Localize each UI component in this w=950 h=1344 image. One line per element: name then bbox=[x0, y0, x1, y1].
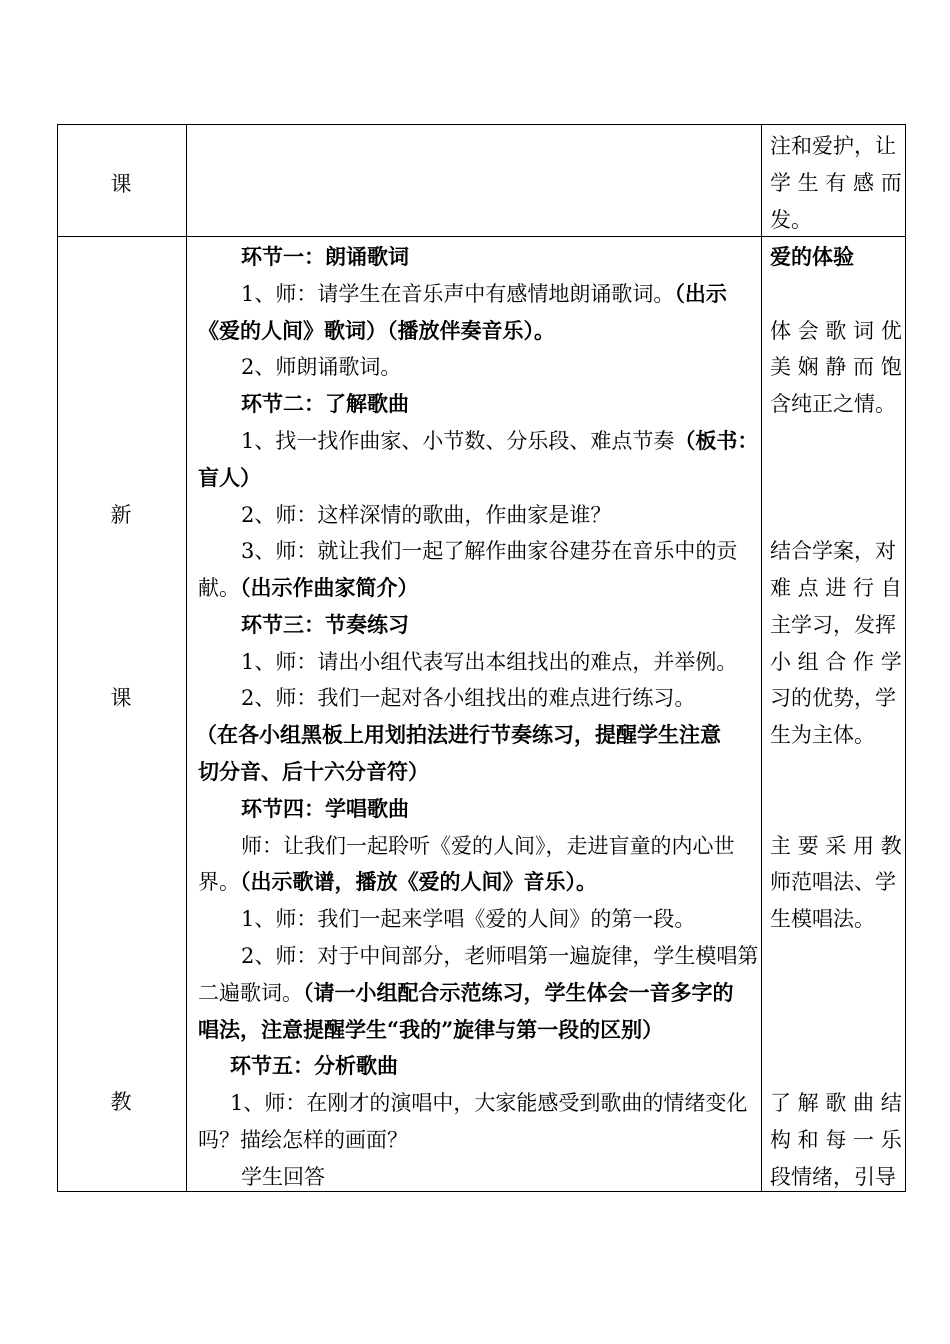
content-line bbox=[198, 981, 734, 1005]
note-line: 小 组 合 作 学 bbox=[770, 650, 902, 674]
content-line: 切分音、后十六分音符） bbox=[198, 759, 429, 784]
content-line: 1、师：我们一起来学唱《爱的人间》的第一段。 bbox=[241, 907, 696, 931]
table-column-divider bbox=[761, 125, 762, 1191]
note-line: 了 解 歌 曲 结 bbox=[770, 1091, 902, 1115]
content-line: 1、师：在刚才的演唱中，大家能感受到歌曲的情绪变化 bbox=[230, 1091, 748, 1115]
content-line: 3、师：就让我们一起了解作曲家谷建芬在音乐中的贡 bbox=[241, 539, 738, 563]
note-line: 含纯正之情。 bbox=[770, 392, 896, 416]
note-line: 注和爱护，让 bbox=[770, 134, 896, 158]
content-emphasis: （出示作曲家简介） bbox=[240, 575, 419, 600]
content-line bbox=[198, 870, 597, 894]
note-line: 美 娴 静 而 饱 bbox=[770, 355, 902, 379]
note-line: 习的优势，学 bbox=[770, 686, 896, 710]
content-line: 师：让我们一起聆听《爱的人间》，走进盲童的内心世 bbox=[241, 834, 735, 858]
left-column-char: 课 bbox=[110, 686, 132, 710]
content-text: 二遍歌词。 bbox=[198, 981, 303, 1005]
note-line: 学 生 有 感 而 bbox=[770, 171, 902, 195]
content-line: 学生回答 bbox=[241, 1165, 325, 1189]
note-line: 生为主体。 bbox=[770, 723, 875, 747]
content-line: 盲人） bbox=[198, 465, 261, 490]
note-title: 爱的体验 bbox=[770, 244, 854, 269]
content-text: 1、师：请学生在音乐声中有感情地朗诵歌词。 bbox=[241, 282, 675, 306]
content-line: （在各小组黑板上用划拍法进行节奏练习，提醒学生注意 bbox=[196, 722, 721, 747]
content-emphasis: （出示 bbox=[674, 281, 727, 306]
note-line: 体 会 歌 词 优 bbox=[770, 319, 902, 343]
left-column-char: 新 bbox=[110, 503, 132, 527]
content-line: 《爱的人间》歌词）（播放伴奏音乐）。 bbox=[198, 318, 555, 343]
left-column-char: 课 bbox=[110, 172, 132, 196]
section-heading: 环节一：朗诵歌词 bbox=[241, 244, 409, 269]
section-heading: 环节三：节奏练习 bbox=[241, 612, 409, 637]
content-line bbox=[241, 429, 758, 453]
note-line: 主学习，发挥 bbox=[770, 613, 896, 637]
content-line bbox=[198, 576, 419, 600]
content-emphasis: （出示歌谱，播放《爱的人间》音乐）。 bbox=[240, 869, 597, 894]
note-line: 主 要 采 用 教 bbox=[770, 834, 902, 858]
content-text: 1、找一找作曲家、小节数、分乐段、难点节奏 bbox=[241, 429, 675, 453]
content-line: 1、师：请出小组代表写出本组找出的难点，并举例。 bbox=[241, 650, 738, 674]
content-text: 献。 bbox=[198, 576, 240, 600]
content-line: 吗？描绘怎样的画面？ bbox=[198, 1128, 408, 1152]
content-line: 唱法，注意提醒学生“我的”旋律与第一段的区别） bbox=[198, 1017, 664, 1042]
note-line: 构 和 每 一 乐 bbox=[770, 1128, 902, 1152]
content-emphasis: （请一小组配合示范练习，学生体会一音多字的 bbox=[303, 980, 734, 1005]
content-line: 2、师：这样深情的歌曲，作曲家是谁？ bbox=[241, 503, 612, 527]
left-column-char: 教 bbox=[110, 1090, 132, 1114]
content-line: 2、师朗诵歌词。 bbox=[241, 355, 402, 379]
content-line: 2、师：我们一起对各小组找出的难点进行练习。 bbox=[241, 686, 696, 710]
content-line bbox=[241, 282, 727, 306]
section-heading: 环节二：了解歌曲 bbox=[241, 391, 409, 416]
note-line: 师范唱法、学 bbox=[770, 870, 896, 894]
note-line: 结合学案，对 bbox=[770, 539, 896, 563]
section-heading: 环节五：分析歌曲 bbox=[230, 1053, 398, 1078]
content-line: 2、师：对于中间部分，老师唱第一遍旋律，学生模唱第 bbox=[241, 944, 759, 968]
content-emphasis: （板书： bbox=[674, 428, 759, 453]
note-line: 段情绪，引导 bbox=[770, 1165, 896, 1189]
note-line: 生模唱法。 bbox=[770, 907, 875, 931]
note-line: 难 点 进 行 自 bbox=[770, 576, 902, 600]
content-text: 界。 bbox=[198, 870, 240, 894]
note-line: 发。 bbox=[770, 208, 812, 232]
table-row-divider bbox=[58, 236, 905, 237]
section-heading: 环节四：学唱歌曲 bbox=[241, 796, 409, 821]
table-column-divider bbox=[186, 125, 187, 1191]
